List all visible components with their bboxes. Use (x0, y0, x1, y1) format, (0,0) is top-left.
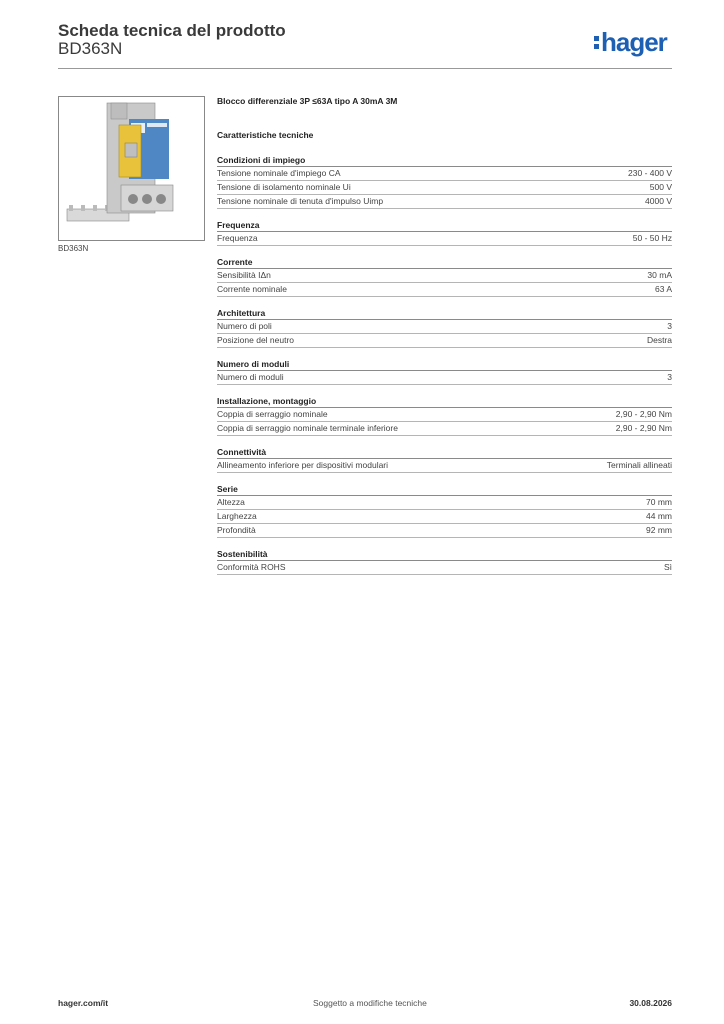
spec-label: Coppia di serraggio nominale terminale inferiore (217, 423, 398, 433)
spec-row (217, 283, 672, 297)
spec-row (217, 422, 672, 436)
spec-row (217, 561, 672, 575)
footer-date: 30.08.2026 (629, 998, 672, 1008)
product-image (58, 96, 205, 241)
spec-row (217, 232, 672, 246)
spec-row (217, 510, 672, 524)
spec-label: Coppia di serraggio nominale (217, 409, 328, 419)
spec-row (217, 524, 672, 538)
spec-value: 30 mA (647, 270, 672, 280)
section-title: Frequenza (217, 219, 672, 232)
spec-row (217, 459, 672, 473)
section-title: Connettività (217, 446, 672, 459)
footer-note: Soggetto a modifiche tecniche (313, 998, 427, 1008)
spec-value: 50 - 50 Hz (632, 233, 672, 243)
spec-label: Corrente nominale (217, 284, 287, 294)
spec-label: Frequenza (217, 233, 258, 243)
product-name: Blocco differenziale 3P ≤63A tipo A 30mA 3M (217, 96, 398, 106)
spec-value: Terminali allineati (606, 460, 672, 470)
spec-label: Tensione di isolamento nominale Ui (217, 182, 351, 192)
spec-row (217, 371, 672, 385)
spec-row (217, 181, 672, 195)
spec-value: 230 - 400 V (628, 168, 672, 178)
spec-label: Sensibilità IΔn (217, 270, 271, 280)
spec-value: 2,90 - 2,90 Nm (615, 423, 672, 433)
spec-value: 70 mm (646, 497, 672, 507)
spec-section (217, 395, 672, 436)
spec-row (217, 320, 672, 334)
spec-section (217, 307, 672, 348)
spec-label: Larghezza (217, 511, 257, 521)
spec-section (217, 446, 672, 473)
spec-value: 92 mm (646, 525, 672, 535)
spec-row (217, 334, 672, 348)
spec-row (217, 167, 672, 181)
spec-value: Sì (663, 562, 672, 572)
section-title: Sostenibilità (217, 548, 672, 561)
footer-website: hager.com/it (58, 998, 109, 1008)
section-title: Numero di moduli (217, 358, 672, 371)
spec-value: 44 mm (646, 511, 672, 521)
spec-value: 3 (667, 321, 672, 331)
spec-sections (217, 154, 672, 575)
spec-value: Destra (646, 335, 672, 345)
spec-value: 500 V (649, 182, 672, 192)
spec-row (217, 496, 672, 510)
product-code: BD363N (58, 39, 123, 58)
section-title: Serie (217, 483, 672, 496)
spec-value: 3 (667, 372, 672, 382)
spec-label: Profondità (217, 525, 256, 535)
spec-label: Posizione del neutro (217, 335, 295, 345)
spec-section (217, 154, 672, 209)
spec-section (217, 483, 672, 538)
spec-label: Altezza (217, 497, 245, 507)
spec-section (217, 548, 672, 575)
section-title: Condizioni di impiego (217, 154, 672, 167)
spec-section (217, 219, 672, 246)
spec-section (217, 358, 672, 385)
spec-value: 63 A (654, 284, 672, 294)
section-title: Architettura (217, 307, 672, 320)
spec-label: Numero di moduli (217, 372, 284, 382)
spec-label: Tensione nominale d'impiego CA (217, 168, 341, 178)
spec-label: Allineamento inferiore per dispositivi modulari (217, 460, 389, 470)
spec-label: Numero di poli (217, 321, 272, 331)
spec-label: Tensione nominale di tenuta d'impulso Uimp (217, 196, 384, 206)
spec-value: 2,90 - 2,90 Nm (615, 409, 672, 419)
header-divider (58, 68, 672, 69)
image-caption: BD363N (58, 244, 89, 253)
spec-row (217, 269, 672, 283)
spec-section (217, 256, 672, 297)
hager-logo (594, 28, 667, 56)
spec-label: Conformità ROHS (217, 562, 286, 572)
section-title: Corrente (217, 256, 672, 269)
spec-value: 4000 V (645, 196, 672, 206)
spec-row (217, 408, 672, 422)
spec-content (217, 96, 672, 585)
spec-row (217, 195, 672, 209)
tech-heading: Caratteristiche tecniche (217, 130, 314, 140)
section-title: Installazione, montaggio (217, 395, 672, 408)
logo-text: hager (601, 27, 667, 57)
page-title: Scheda tecnica del prodotto (58, 21, 286, 40)
